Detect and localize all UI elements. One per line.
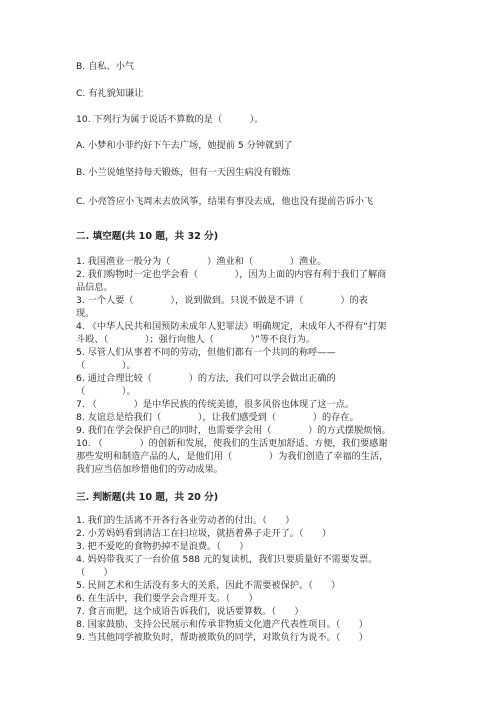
fill-line: 10. （ ）的创新和发展，使我们的生活更加舒适、方便，我们要感谢 [76,438,388,449]
fill-line: 我们应当倍加珍惜他们的劳动成果。 [76,464,223,475]
fill-line: 现。 [76,308,95,319]
fill-blank-heading: 二. 填空题(共 10 题，共 32 分) [76,231,219,242]
question-10: 10. 下列行为属于说话不算数的是（ ）。 [76,114,264,125]
question-10-option-c: C. 小亮答应小飞周末去放风筝，结果有事没去成，他也没有提前告诉小飞 [76,196,374,207]
judge-line: 8. 国家鼓励、支持公民展示和传承非物质文化遗产代表性项目。（ ） [76,619,368,630]
option-b-selfish: B. 自私、小气 [76,61,135,72]
judge-line: 9. 当其他同学被欺负时，帮助被欺负的同学，对欺负行为说不。（ ） [76,632,368,643]
question-10-option-a: A. 小梦和小菲约好下午去广场，她提前 5 分钟就到了 [76,140,293,151]
judge-heading: 三. 判断题(共 10 题，共 20 分) [76,492,219,503]
judge-line: 3. 把不爱吃的食物扔掉不是浪费。（ ） [76,541,249,552]
fill-line: 4. 《中华人民共和国预防未成年人犯罪法》明确规定，未成年人不得有“打架 [76,321,387,332]
judge-line: 7. 食言而肥，这个成语告诉我们，说话要算数。（ ） [76,606,304,617]
fill-line: 7. （ ）是中华民族的传统美德，很多风俗也体现了这一点。 [76,399,355,410]
judge-line: （ ） [76,567,113,578]
fill-line: 6. 通过合理比较（ ）的方法，我们可以学会做出正确的 [76,373,336,384]
fill-line: 5. 尽管人们从事着不同的劳动，但他们都有一个共同的称呼—— [76,347,336,358]
fill-line: 2. 我们购物时一定也学会看（ ），因为上面的内容有利于我们了解商 [76,269,387,280]
fill-line: （ ）。 [76,386,136,397]
judge-line: 5. 民间艺术和生活没有多大的关系，因此不需要被保护。（ ） [76,580,341,591]
fill-line: 品信息。 [76,282,113,293]
fill-line: 9. 我们在学会保护自己的同时，也需要学会用（ ）的方式摆脱烦恼。 [76,425,391,436]
judge-line: 2. 小芳妈妈看到清洁工在扫垃圾，就捂着鼻子走开了。（ ） [76,528,332,539]
fill-line: 那些发明和制造产品的人，是他们用（ ）为我们创造了幸福的生活， [76,451,389,462]
question-10-option-b: B. 小兰说她坚持每天锻炼，但有一天因生病没有锻炼 [76,167,291,178]
fill-line: 斗殴、（ ）；强行向他人（ ）”等不良行为。 [76,334,316,345]
option-c-polite: C. 有礼貌知谦让 [76,88,144,99]
judge-line: 6. 在生活中，我们要学会合理开支。（ ） [76,593,258,604]
fill-line: 1. 我国渔业一般分为（ ）渔业和（ ）渔业。 [76,256,327,267]
fill-line: （ ）。 [76,360,136,371]
fill-line: 8. 友谊总是给我们（ ），让我们感受到（ ）的存在。 [76,412,359,423]
judge-line: 1. 我们的生活离不开各行各业劳动者的付出。（ ） [76,515,295,526]
judge-line: 4. 妈妈带我买了一台价值 588 元的复读机，我们只要质量好不需要发票。 [76,554,378,565]
fill-line: 3. 一个人要（ ），说到做到。只说不做是不讲（ ）的表 [76,295,368,306]
